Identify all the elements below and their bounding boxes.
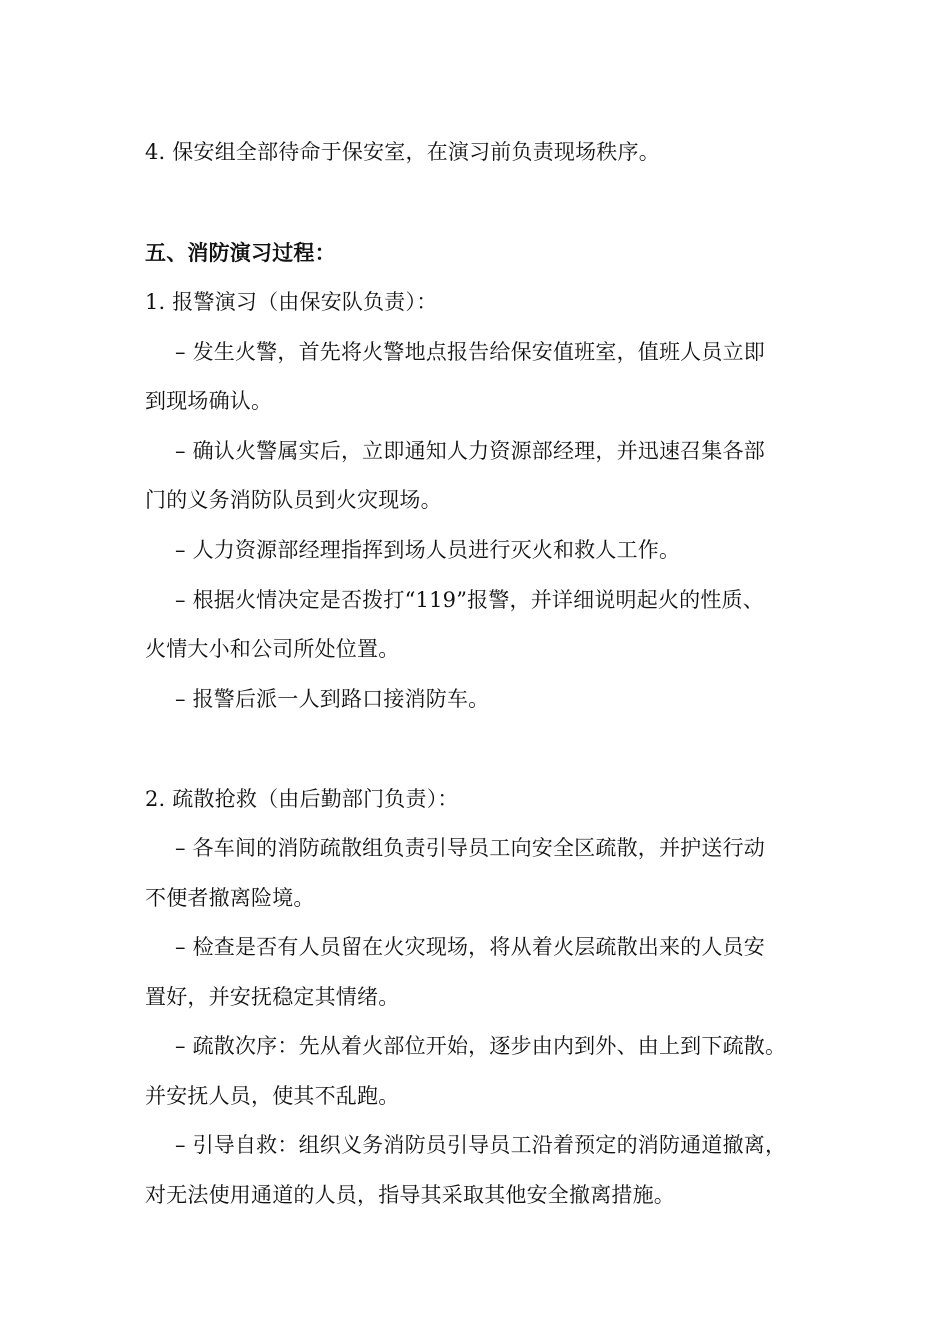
paragraph-line: – 确认火警属实后，立即通知人力资源部经理，并迅速召集各部 <box>175 439 765 463</box>
paragraph-line: – 引导自救：组织义务消防员引导员工沿着预定的消防通道撤离， <box>175 1133 787 1157</box>
paragraph-line: – 发生火警，首先将火警地点报告给保安值班室，值班人员立即 <box>175 340 765 364</box>
section-heading-drill-process: 五、消防演习过程： <box>145 241 336 265</box>
paragraph-line: – 人力资源部经理指挥到场人员进行灭火和救人工作。 <box>175 538 681 562</box>
paragraph-line: 并安抚人员，使其不乱跑。 <box>145 1084 400 1108</box>
paragraph-line: 置好，并安抚稳定其情绪。 <box>145 985 400 1009</box>
paragraph-line: – 根据火情决定是否拨打“119”报警，并详细说明起火的性质、 <box>175 588 764 612</box>
paragraph-line: – 各车间的消防疏散组负责引导员工向安全区疏散，并护送行动 <box>175 836 765 860</box>
paragraph-line: – 检查是否有人员留在火灾现场，将从着火层疏散出来的人员安 <box>175 935 765 959</box>
list-item-4: 4. 保安组全部待命于保安室，在演习前负责现场秩序。 <box>145 140 660 164</box>
paragraph-line: 不便者撤离险境。 <box>145 886 315 910</box>
subsection-title-alarm-drill: 1. 报警演习（由保安队负责）： <box>145 290 438 314</box>
paragraph-line: 到现场确认。 <box>145 389 273 413</box>
paragraph-line: – 疏散次序：先从着火部位开始，逐步由内到外、由上到下疏散。 <box>175 1034 787 1058</box>
subsection-title-evacuation: 2. 疏散抢救（由后勤部门负责）： <box>145 787 459 811</box>
paragraph-line: 火情大小和公司所处位置。 <box>145 637 400 661</box>
paragraph-line: 对无法使用通道的人员，指导其采取其他安全撤离措施。 <box>145 1183 675 1207</box>
paragraph-line: 门的义务消防队员到火灾现场。 <box>145 488 442 512</box>
paragraph-line: – 报警后派一人到路口接消防车。 <box>175 687 490 711</box>
